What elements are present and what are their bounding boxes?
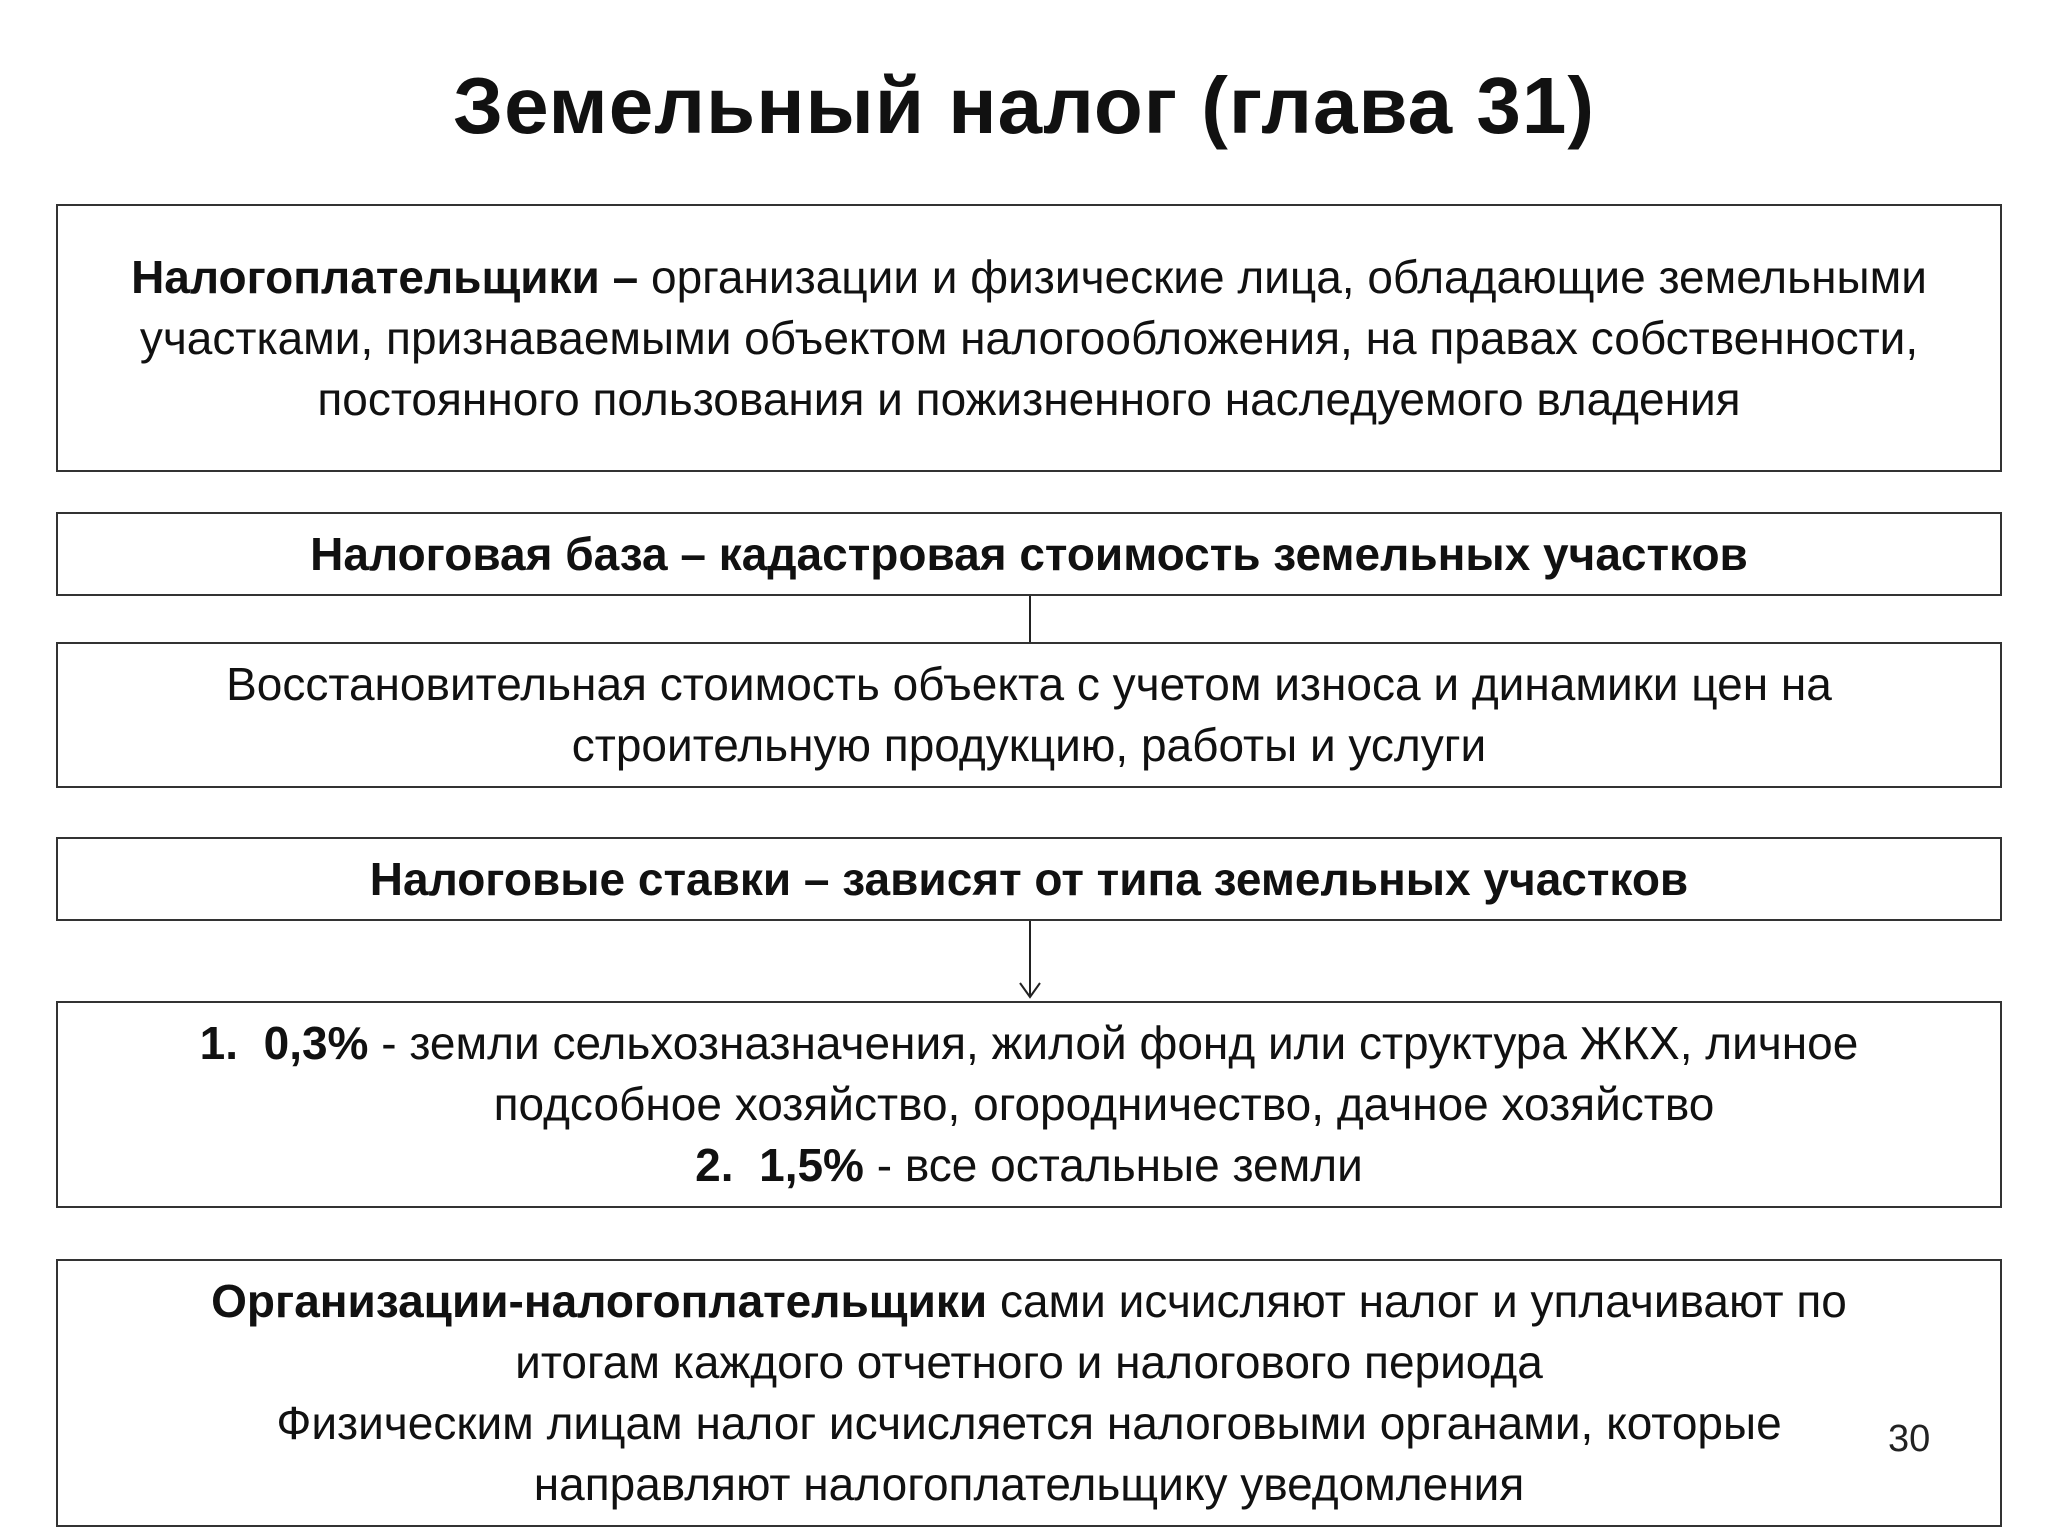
rates-list-box bbox=[56, 1001, 2002, 1208]
page-title: Земельный налог (глава 31) bbox=[452, 61, 1595, 150]
taxpayers-paragraph bbox=[98, 247, 1960, 430]
individuals-line-2: направляют налогоплательщику уведомления bbox=[533, 1458, 1525, 1510]
org-payment-line bbox=[211, 1271, 1847, 1332]
tax-rates-text: Налоговые ставки – зависят от типа земельных участков bbox=[369, 852, 1689, 905]
tax-base-box bbox=[56, 512, 2002, 596]
taxpayers-box bbox=[56, 204, 2002, 472]
payment-box bbox=[56, 1259, 2002, 1527]
taxpayers-text: организации и физические лица, обладающие земельными участками, признаваемыми объектом налогообложения, на правах собственности, постоянного пользования и пожизненного наследуемого владения bbox=[139, 250, 1927, 425]
list-item bbox=[98, 1013, 1960, 1074]
rate-value: 1,5% bbox=[759, 1139, 864, 1191]
page-number: 30 bbox=[1888, 1418, 1931, 1460]
rate-value: 0,3% bbox=[263, 1017, 369, 1069]
org-text: сами исчисляют налог и уплачивают по bbox=[999, 1275, 1847, 1327]
org-payment-line-2: итогам каждого отчетного и налогового периода bbox=[515, 1336, 1543, 1388]
list-item-number: 2. bbox=[695, 1139, 734, 1191]
rate-description: - все остальные земли bbox=[876, 1139, 1363, 1191]
tax-base-text: Налоговая база – кадастровая стоимость земельных участков bbox=[310, 527, 1748, 580]
individuals-line: Физическим лицам налог исчисляется налоговыми органами, которые bbox=[276, 1397, 1782, 1449]
taxpayers-term: Налогоплательщики – bbox=[131, 250, 639, 303]
list-item-number: 1. bbox=[199, 1017, 239, 1069]
rate-description-continued: подсобное хозяйство, огородничество, дачное хозяйство bbox=[493, 1078, 1715, 1130]
tax-rates-box bbox=[56, 837, 2002, 921]
org-term: Организации-налогоплательщики bbox=[211, 1275, 988, 1327]
restoration-cost-box bbox=[56, 642, 2002, 788]
rate-description: - земли сельхозназначения, жилой фонд или структура ЖКХ, личное bbox=[381, 1017, 1859, 1069]
arrow-down-icon bbox=[1010, 921, 1050, 1001]
restoration-cost-text: Восстановительная стоимость объекта с учетом износа и динамики цен на строительную продукцию, работы и услуги bbox=[226, 658, 1832, 771]
list-item bbox=[98, 1135, 1960, 1196]
